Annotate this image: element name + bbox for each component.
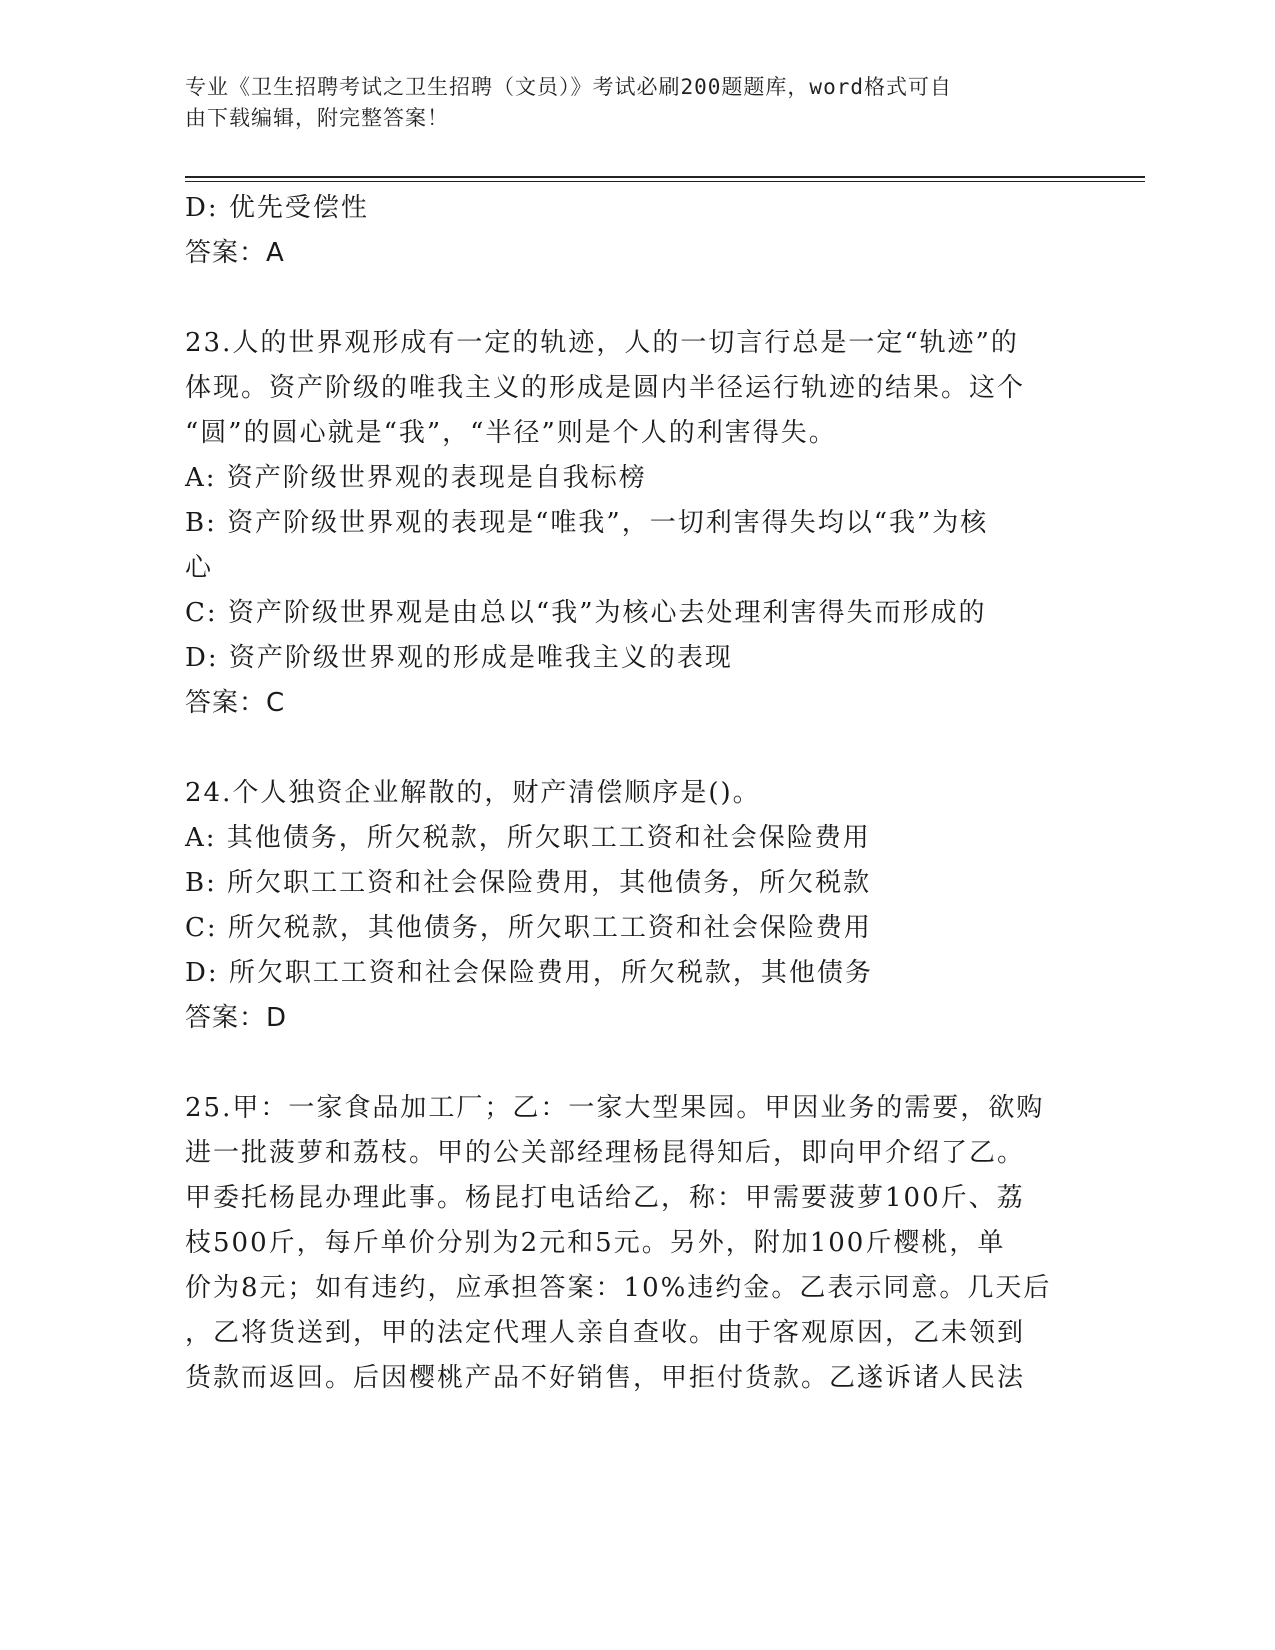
option-d: D: 资产阶级世界观的形成是唯我主义的表现 xyxy=(185,643,733,673)
question-stem-line: 枝500斤，每斤单价分别为2元和5元。另外，附加100斤樱桃，单 xyxy=(185,1228,1006,1258)
answer-line: 答案：A xyxy=(185,238,285,268)
option-a: A: 其他债务，所欠税款，所欠职工工资和社会保险费用 xyxy=(185,823,871,853)
question-23 xyxy=(185,321,1085,726)
question-stem-line: 进一批菠萝和荔枝。甲的公关部经理杨昆得知后，即向甲介绍了乙。 xyxy=(185,1138,1026,1168)
question-24 xyxy=(185,771,1085,1041)
spacer xyxy=(185,1041,1085,1086)
option-b: B: 所欠职工工资和社会保险费用，其他债务，所欠税款 xyxy=(185,868,872,898)
header-line-2: 由下载编辑，附完整答案！ xyxy=(185,106,449,130)
page-header xyxy=(185,72,1065,134)
answer-line: 答案：D xyxy=(185,1003,288,1033)
question-stem-line: 25.甲：一家食品加工厂；乙：一家大型果园。甲因业务的需要，欲购 xyxy=(185,1093,1045,1123)
question-stem-line: 23.人的世界观形成有一定的轨迹，人的一切言行总是一定“轨迹”的 xyxy=(185,328,1019,358)
header-line-1: 专业《卫生招聘考试之卫生招聘（文员）》考试必刷200题题库，word格式可自 xyxy=(185,75,952,99)
option-c: C: 资产阶级世界观是由总以“我”为核心去处理利害得失而形成的 xyxy=(185,598,987,628)
answer-line: 答案：C xyxy=(185,688,286,718)
question-stem-line: 货款而返回。后因樱桃产品不好销售，甲拒付货款。乙遂诉诸人民法 xyxy=(185,1363,1026,1393)
option-d: D: 所欠职工工资和社会保险费用，所欠税款，其他债务 xyxy=(185,958,873,988)
question-stem-line: ，乙将货送到，甲的法定代理人亲自查收。由于客观原因，乙未领到 xyxy=(185,1318,1026,1348)
previous-question-tail xyxy=(185,186,1085,276)
option-d: D: 优先受偿性 xyxy=(185,193,369,223)
question-25 xyxy=(185,1086,1085,1401)
question-stem-line: 24.个人独资企业解散的，财产清偿顺序是()。 xyxy=(185,778,761,808)
option-b: B: 资产阶级世界观的表现是“唯我”，一切利害得失均以“我”为核 xyxy=(185,508,989,538)
header-divider-thick xyxy=(185,176,1145,178)
spacer xyxy=(185,276,1085,321)
option-b-continued: 心 xyxy=(185,553,214,583)
question-stem-line: 体现。资产阶级的唯我主义的形成是圆内半径运行轨迹的结果。这个 xyxy=(185,373,1026,403)
option-c: C: 所欠税款，其他债务，所欠职工工资和社会保险费用 xyxy=(185,913,872,943)
question-stem-line: 价为8元；如有违约，应承担答案：10%违约金。乙表示同意。几天后 xyxy=(185,1273,1052,1303)
header-divider-thin xyxy=(185,181,1145,182)
question-stem-line: 甲委托杨昆办理此事。杨昆打电话给乙，称：甲需要菠萝100斤、荔 xyxy=(185,1183,1025,1213)
option-a: A: 资产阶级世界观的表现是自我标榜 xyxy=(185,463,647,493)
spacer xyxy=(185,726,1085,771)
question-list xyxy=(185,186,1085,1401)
question-stem-line: “圆”的圆心就是“我”，“半径”则是个人的利害得失。 xyxy=(185,418,837,448)
